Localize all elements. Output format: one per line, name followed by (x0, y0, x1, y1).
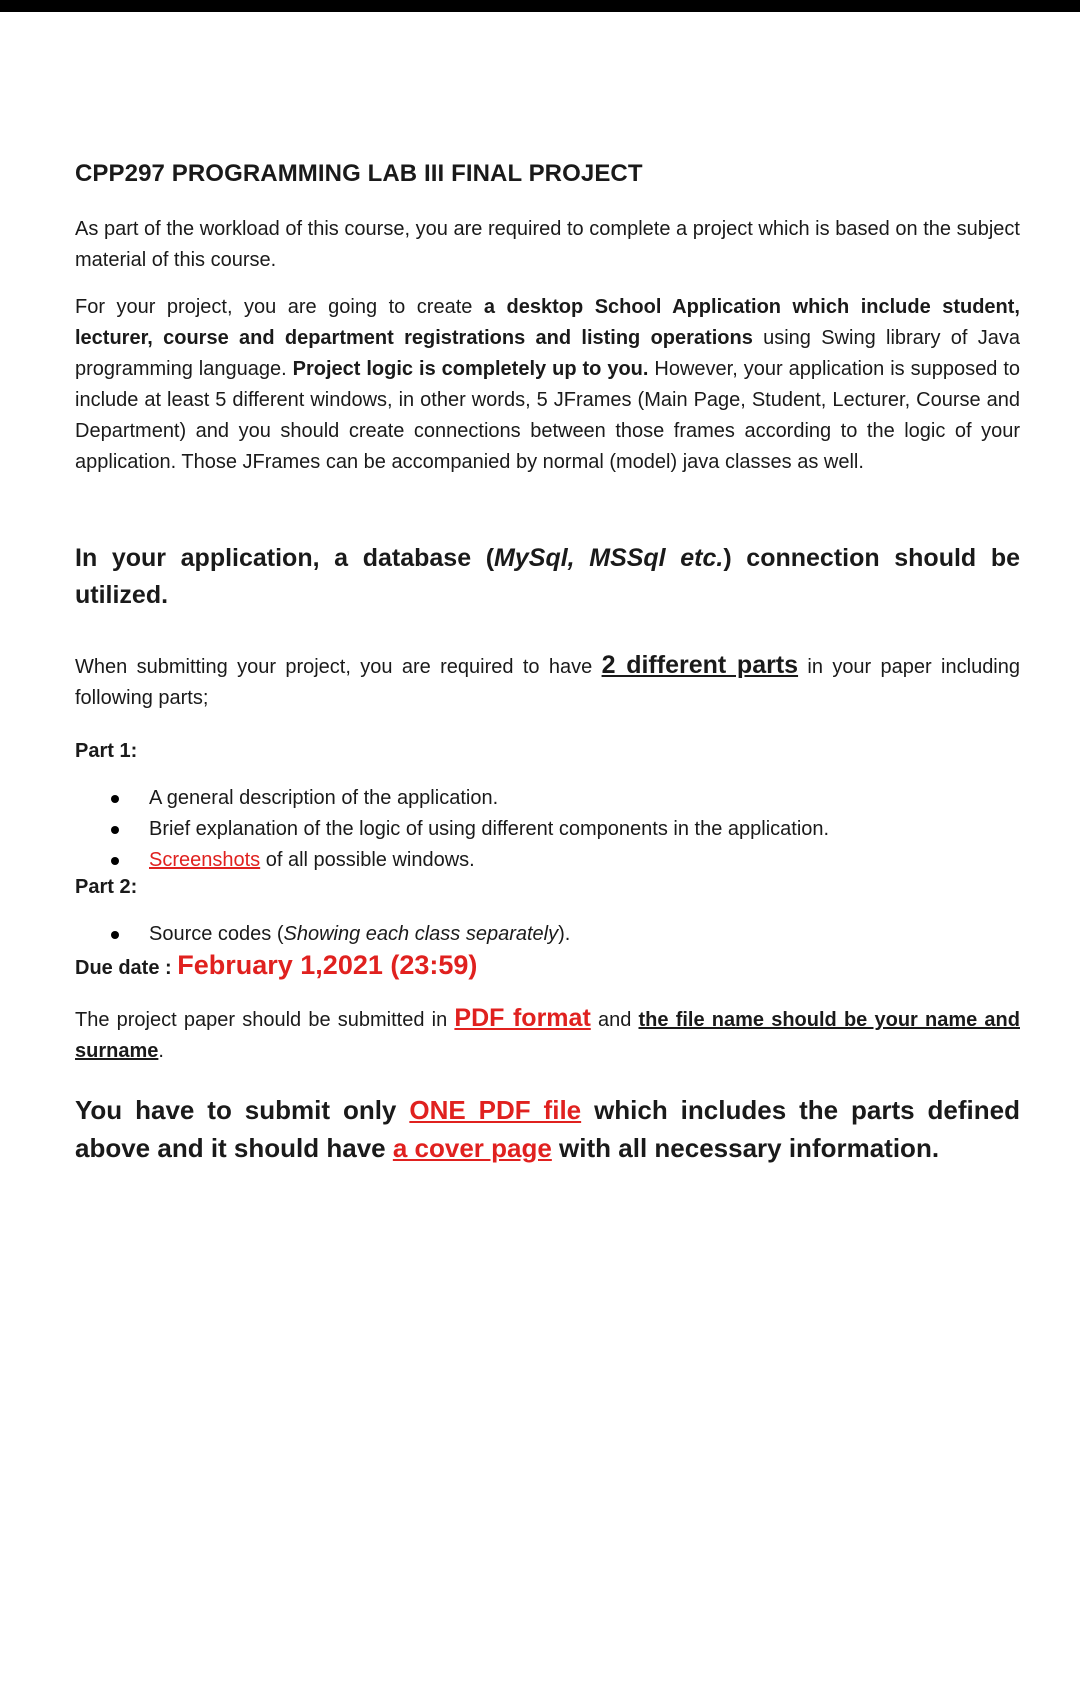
pdf-format: PDF format (454, 1004, 591, 1032)
document-page (75, 160, 1020, 1167)
pdf-text-e: . (158, 1040, 164, 1062)
final-one-pdf: ONE PDF file (409, 1095, 582, 1125)
desc-text-a: For your project, you are going to create (75, 296, 484, 318)
submit-text-c: in your paper including following parts; (75, 656, 1021, 709)
submission-paragraph (75, 650, 1020, 714)
part2-list (75, 919, 1020, 950)
database-requirement (75, 540, 1020, 614)
item3-rest: of all possible windows. (260, 849, 475, 871)
list-item: Brief explanation of the logic of using different components in the application. (111, 814, 1020, 845)
list-item (111, 845, 1020, 876)
final-text-c: which includes the parts defined above and it should have (75, 1095, 1020, 1163)
db-text-c: ) connection should be utilized. (75, 544, 1020, 609)
p2-item-b: Showing each class separately (283, 923, 559, 945)
desc-text-c: using Swing library of Java programming language. (75, 327, 1020, 380)
due-label: Due date : (75, 957, 178, 979)
list-item: A general description of the application. (111, 783, 1020, 814)
desc-text-d: Project logic is completely up to you. (292, 358, 649, 380)
intro-paragraph: As part of the workload of this course, you are required to complete a project which is based on the subject material of this course. (75, 218, 1020, 271)
p2-item-a: Source codes ( (149, 923, 284, 945)
list-item (111, 919, 1020, 950)
document-title: CPP297 PROGRAMMING LAB III FINAL PROJECT (75, 160, 643, 187)
submit-text-b: 2 different parts (601, 651, 799, 679)
part1-label: Part 1: (75, 740, 138, 762)
due-date (75, 950, 1020, 981)
p2-item-c: ). (558, 923, 571, 945)
final-cover-page: a cover page (392, 1133, 552, 1163)
final-instruction (75, 1091, 1020, 1167)
db-text-b: MySql, MSSql etc. (494, 544, 724, 572)
due-value: February 1,2021 (23:59) (177, 950, 478, 980)
pdf-text-c: and (590, 1009, 639, 1031)
pdf-text-a: The project paper should be submitted in (75, 1009, 455, 1031)
screenshots-link[interactable]: Screenshots (149, 849, 261, 871)
part1-list (75, 783, 1020, 876)
pdf-paragraph (75, 1003, 1020, 1067)
final-text-a: You have to submit only (75, 1095, 410, 1125)
part2-label: Part 2: (75, 876, 138, 898)
db-text-a: In your application, a database ( (75, 544, 495, 572)
desc-text-b: a desktop School Application which include student, lecturer, course and department registrations and listing operations (75, 296, 1020, 349)
final-text-e: with all necessary information. (551, 1133, 940, 1163)
desc-text-e: However, your application is supposed to include at least 5 different windows, in other words, 5 JFrames (Main Page, Student, Lecturer, Course and Department) and you should create connections between those frames according to the logic of your application. Those JFrames can be accompanied by normal (model) java classes as well. (75, 358, 1020, 473)
pdf-filename-rule: the file name should be your name and surname (75, 1009, 1020, 1062)
top-black-bar (0, 0, 1080, 12)
submit-text-a: When submitting your project, you are required to have (75, 656, 602, 678)
description-paragraph (75, 292, 1020, 478)
